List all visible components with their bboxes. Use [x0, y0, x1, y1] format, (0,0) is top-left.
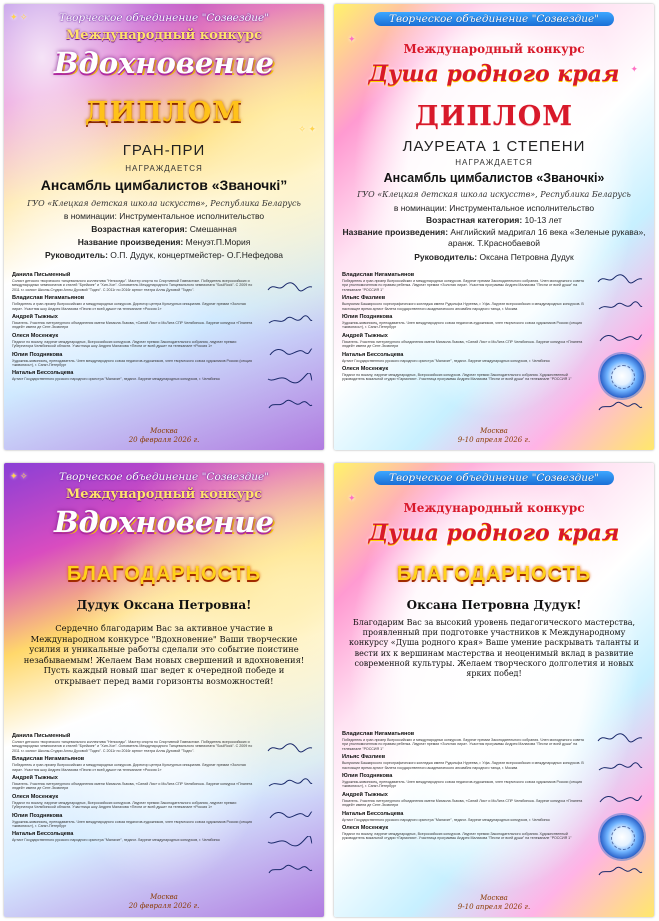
document-kind: БЛАГОДАРНОСТЬ — [396, 563, 592, 585]
jury-desc: Педагог по вокалу, лауреат международных, Всероссийских конкурсов. Лауреат премии Законодательного собрания, лауреат премии Губернатора Челябинской области. Участница шоу Андрея Малахова «Песни от всей души» на телеканале «Россия 1» — [12, 339, 237, 349]
jury-name: Андрей Тыжных — [342, 791, 388, 798]
organizer-title: Творческое объединение "Созвездие" — [374, 12, 614, 26]
jury-name: Юлия Позднякова — [342, 314, 393, 321]
signature-icon — [266, 314, 314, 326]
diploma-dusha-rodnogo-kraya — [334, 4, 654, 450]
signature-icon — [266, 863, 314, 875]
city: Москва — [150, 427, 178, 435]
contest-name: Вдохновение — [54, 46, 274, 80]
leader-line — [340, 252, 648, 263]
organizer-title: Творческое объединение "Созвездие" — [374, 471, 614, 485]
contest-name: Вдохновение — [54, 505, 274, 539]
jury-member — [342, 295, 584, 311]
document-kind: ДИПЛОМ — [84, 97, 244, 128]
signature-icon — [596, 731, 644, 743]
international-contest-label: Международный конкурс — [65, 487, 263, 502]
age-value: 10-13 лет — [524, 215, 562, 225]
jury-member — [12, 272, 254, 292]
jury-desc: Солист детского творческого танцевального коллектива "Непоседы". Мастер спорта по Спортивной Гимнастике. Победитель всероссийских и международных чемпионатов и стилей "Брейкинг" и "Хип-Хоп". Основатель Международного Танцевального чемпионата "SoulRock". С 2009 по 2011 г.г. солист Школы-Студии Аллы Духовой "Тодес". С 2011г по 2016г артист театра Аллы Духовой "Тодес". — [12, 279, 253, 292]
awarded-label: НАГРАЖДАЕТСЯ — [125, 164, 203, 173]
gratitude-text: Сердечно благодарим Вас за активное участие в Международном конкурсе "Вдохновение" Ваши творческие усилия и уникальные работы сделали это событие поистине незабываемым! Желаем Вам новых свершений и вдохновения! Пусть каждый новый шаг ведет к очередной победе и открывает перед вами горизонты возможностей! — [23, 623, 305, 686]
signature-icon — [266, 344, 314, 356]
seal-icon — [600, 354, 644, 398]
signature-icon — [266, 835, 314, 847]
piece-line — [340, 227, 648, 248]
jury-member — [12, 775, 254, 791]
jury-name: Наталья Бессольцева — [12, 370, 74, 377]
jury-member — [12, 756, 254, 772]
jury-member — [12, 794, 254, 810]
nomination-value: Инструментальное исполнительство — [449, 203, 595, 213]
signature-icon — [266, 372, 314, 384]
signature-icon — [596, 791, 644, 803]
signature-icon — [266, 741, 314, 753]
jury-desc: Художник-живописец, преподаватель. Член международного союза педагогов-художников, член творческого союза художников России (секция «живопись»), г. Санкт-Петербург — [342, 780, 582, 789]
jury-name: Олеся Мосенжук — [12, 332, 59, 339]
sparkle-icon: ✦ ✧ — [10, 471, 28, 481]
jury-member — [12, 314, 254, 330]
jury-name: Ильяс Фазлиев — [342, 754, 386, 761]
diploma-vdokhnovenie — [4, 4, 324, 450]
sparkle-icon: ✦ — [348, 34, 356, 44]
date: 9-10 апреля 2026 г. — [457, 436, 531, 444]
recipient-name: Дудук Оксана Петровна! — [76, 598, 252, 612]
recipient-name: Оксана Петровна Дудук! — [406, 598, 582, 612]
jury-desc: Писатель. Участник литературного объединения имени Михаила Львова, «Синий Лис» и МоЛита СПР Челябинска. Лауреат конкурса «Планета людей» имени де Сент-Экзюпери — [12, 321, 253, 330]
date: 20 февраля 2026 г. — [128, 902, 200, 910]
jury-member — [342, 333, 584, 349]
signature-icon — [596, 400, 644, 412]
jury-name: Наталья Бессольцева — [342, 810, 404, 817]
leader-line — [10, 250, 318, 261]
award-grade: ЛАУРЕАТА 1 СТЕПЕНИ — [402, 138, 586, 155]
jury-member — [342, 754, 584, 770]
jury-name: Владислав Нигаматьянов — [342, 272, 415, 278]
age-line — [340, 215, 648, 226]
leader-label: Руководитель: — [45, 250, 108, 260]
jury-desc: Победитель и гран-призер Всероссийских и международных конкурсов. Директор центра Культурных инициатив. Лауреат премии «Золотая лира». Участник шоу Андрея Малахова «Песни от всей души» на телеканале «Россия 1» — [12, 763, 246, 772]
signature-icon — [266, 777, 314, 789]
city: Москва — [480, 427, 508, 435]
jury-desc: Художник-живописец, преподаватель. Член международного союза педагогов-художников, член творческого союза художников России (секция «живопись»), г. Санкт-Петербург — [12, 358, 252, 368]
sparkle-icon: ✦ ✧ — [10, 12, 28, 22]
jury-list — [12, 272, 254, 385]
institution: ГУО «Клецкая детская школа искусств», Республика Беларусь — [357, 190, 631, 199]
jury-member — [342, 314, 584, 330]
jury-name: Данила Письменный — [12, 733, 71, 739]
signature-icon — [596, 330, 644, 342]
piece-value: Менуэт.П.Мория — [185, 237, 251, 247]
jury-desc: Артист Государственного русского народного оркестра "Малахит", педагог. Лауреат международных конкурсов, г. Челябинск — [12, 377, 220, 382]
gratitude-dusha-rodnogo-kraya — [334, 463, 654, 917]
city: Москва — [150, 893, 178, 901]
signature-icon — [266, 807, 314, 819]
jury-desc: Писатель. Участник литературного объединения имени Михаила Львова, «Синий Лис» и МоЛита СПР Челябинска. Лауреат конкурса «Планета людей» имени де Сент-Экзюпери — [342, 798, 583, 808]
international-contest-label: Международный конкурс — [65, 28, 263, 43]
jury-list — [342, 272, 584, 385]
jury-member — [342, 825, 584, 841]
nomination-value: Инструментальное исполнительство — [119, 211, 265, 221]
jury-desc: Артист Государственного русского народного оркестра "Малахит", педагог. Лауреат международных конкурсов, г. Челябинск — [342, 817, 550, 822]
date: 20 февраля 2026 г. — [128, 436, 200, 444]
awarded-label: НАГРАЖДАЕТСЯ — [455, 158, 533, 167]
jury-desc: Выпускник Башкирского хореографического колледжа имени Рудольфа Нуреева, г. Уфа. Лауреат всероссийских и международных конкурсов. В настоящее время артист балета государственного академического ансамбля народного танца, г. Москва — [342, 302, 584, 311]
jury-name: Наталья Бессольцева — [12, 831, 74, 838]
jury-name: Владислав Нигаматьянов — [342, 731, 415, 737]
jury-name: Андрей Тыжных — [12, 314, 58, 321]
gratitude-vdokhnovenie — [4, 463, 324, 917]
nomination-line — [340, 203, 648, 214]
leader-label: Руководитель: — [414, 252, 478, 262]
jury-desc: Выпускник Башкирского хореографического колледжа имени Рудольфа Нуреева, г. Уфа. Лауреат всероссийских и международных конкурсов. В настоящее время артист балета государственного академического ансамбля народного танца, г. Москва — [342, 761, 584, 770]
jury-member — [342, 352, 584, 363]
jury-desc: Педагог по вокалу, лауреат международных, Всероссийских конкурсов. Лауреат премии Законодательного собрания. Художественный руководитель вокальной студии «Гармония». Участница программы Андрея Малахова "Песни от всей души" на телеканале "РОССИЯ 1" — [342, 832, 572, 841]
organizer-title: Творческое объединение "Созвездие" — [58, 471, 270, 483]
age-label: Возрастная категория: — [426, 215, 523, 225]
international-contest-label: Международный конкурс — [403, 501, 585, 515]
piece-value: Английский мадригал 16 века «Зеленые рукава», аранж. Т.Краснобаевой — [448, 227, 646, 248]
contest-name: Душа родного края — [368, 520, 620, 546]
jury-name: Андрей Тыжных — [12, 775, 58, 782]
jury-member — [342, 792, 584, 808]
jury-member — [12, 733, 254, 753]
leader-value: Оксана Петровна Дудук — [479, 252, 574, 262]
ensemble-name: Ансамбль цимбалистов «Званочкі” — [40, 177, 288, 193]
document-kind: ДИПЛОМ — [414, 101, 574, 132]
institution: ГУО «Клецкая детская школа искусств», Республика Беларусь — [27, 199, 301, 208]
piece-label: Название произведения: — [342, 227, 449, 237]
signature-icon — [596, 761, 644, 773]
jury-name: Олеся Мосенжук — [342, 825, 389, 832]
jury-desc: Писатель. Участник литературного объединения имени Михаила Львова, «Синий Лис» и МоЛита СПР Челябинска. Лауреат конкурса «Планета людей» имени де Сент-Экзюпери — [12, 782, 253, 791]
sparkle-icon: ✧ ✦ — [298, 124, 316, 134]
piece-label: Название произведения: — [77, 237, 184, 247]
jury-desc: Солист детского творческого танцевального коллектива "Непоседы". Мастер спорта по Спортивной Гимнастике. Победитель всероссийских и международных чемпионатов и стилей "Брейкинг" и "Хип-Хоп". Основатель Международного Танцевального чемпионата "SoulRock". С 2009 по 2011 г.г. солист Школы-Студии Аллы Духовой "Тодес". С 2011г по 2016г артист театра Аллы Духовой "Тодес". — [12, 740, 253, 753]
jury-desc: Художник-живописец, преподаватель. Член международного союза педагогов-художников, член творческого союза художников России (секция «живопись»), г. Санкт-Петербург — [12, 819, 252, 829]
jury-desc: Педагог по вокалу, лауреат международных, Всероссийских конкурсов. Лауреат премии Законодательного собрания, лауреат премии Губернатора Челябинской области. Участница шоу Андрея Малахова «Песни от всей души» на телеканале «Россия 1» — [12, 800, 237, 810]
jury-name: Андрей Тыжных — [342, 332, 388, 339]
jury-member — [12, 370, 254, 381]
jury-list — [12, 733, 254, 846]
jury-desc: Артист Государственного русского народного оркестра "Малахит", педагог. Лауреат международных конкурсов, г. Челябинск — [342, 358, 550, 363]
signature-icon — [596, 300, 644, 312]
seal-icon — [600, 815, 644, 859]
jury-desc: Победитель и гран-призер Всероссийских и международных конкурсов. Лауреат премии Законодательного собрания. Член молодежного совета при уполномоченном по правам ребенка. Лауреат премии «Золотая лира». Участник программы Андрея Малахова "Песни от всей души" на телеканале "РОССИЯ 1" — [342, 279, 584, 292]
international-contest-label: Международный конкурс — [403, 42, 585, 56]
jury-list — [342, 731, 584, 844]
signature-icon — [596, 865, 644, 877]
jury-member — [342, 366, 584, 382]
ensemble-name: Ансамбль цимбалистов «Званочкі» — [383, 171, 605, 185]
nomination-label: в номинации: — [63, 211, 117, 221]
jury-name: Владислав Нигаматьянов — [12, 295, 85, 302]
signature-icon — [596, 272, 644, 284]
jury-name: Юлия Позднякова — [12, 812, 63, 819]
piece-line — [10, 237, 318, 248]
jury-name: Олеся Мосенжук — [342, 366, 389, 373]
signature-icon — [266, 280, 314, 292]
jury-desc: Победитель и гран-призер Всероссийских и международных конкурсов. Лауреат премии Законодательного собрания. Член молодежного совета при уполномоченном по правам ребенка. Лауреат премии «Золотая лира». Участник программы Андрея Малахова "Песни от всей души" на телеканале "РОССИЯ 1" — [342, 738, 584, 751]
jury-name: Олеся Мосенжук — [12, 793, 59, 800]
jury-member — [12, 352, 254, 368]
award-grade: ГРАН-ПРИ — [122, 142, 206, 159]
jury-member — [12, 813, 254, 829]
jury-name: Наталья Бессольцева — [342, 351, 404, 358]
jury-name: Юлия Позднякова — [12, 351, 63, 358]
jury-desc: Педагог по вокалу, лауреат международных, Всероссийских конкурсов. Лауреат премии Законодательного собрания. Художественный руководитель вокальной студии «Гармония». Участница программы Андрея Малахова "Песни от всей души" на телеканале "РОССИЯ 1" — [342, 373, 572, 382]
age-line — [10, 224, 318, 235]
jury-name: Данила Письменный — [12, 272, 71, 278]
age-label: Возрастная категория: — [91, 224, 188, 234]
jury-member — [342, 773, 584, 789]
jury-name: Ильяс Фазлиев — [342, 295, 386, 302]
gratitude-text: Благодарим Вас за высокий уровень педагогического мастерства, проявленный при подготовке участников к Международному конкурсу «Душа родного края» Ваше умение раскрывать таланты и вести их к вершинам мастерства и неоценимый вклад в развитие современной культуры. Желаем творческого долголетия и новых ярких побед! — [349, 618, 639, 679]
jury-desc: Артист Государственного русского народного оркестра "Малахит", педагог. Лауреат международных конкурсов, г. Челябинск — [12, 838, 220, 843]
age-value: Смешанная — [189, 224, 237, 234]
jury-desc: Писатель. Участник литературного объединения имени Михаила Львова, «Синий Лис» и МоЛита СПР Челябинска. Лауреат конкурса «Планета людей» имени де Сент-Экзюпери — [342, 339, 583, 349]
nomination-label: в номинации: — [393, 203, 447, 213]
jury-member — [12, 295, 254, 311]
jury-desc: Победитель и гран-призер Всероссийских и международных конкурсов. Директор центра Культурных инициатив. Лауреат премии «Золотая лира». Участник шоу Андрея Малахова «Песни от всей души» на телеканале «Россия 1» — [12, 302, 246, 311]
jury-member — [12, 831, 254, 842]
leader-value: О.П. Дудук, концертмейстер- О.Г.Нефедова — [110, 250, 283, 260]
organizer-title: Творческое объединение "Созвездие" — [58, 12, 270, 24]
jury-desc: Художник-живописец, преподаватель. Член международного союза педагогов-художников, член творческого союза художников России (секция «живопись»), г. Санкт-Петербург — [342, 321, 582, 330]
jury-member — [342, 272, 584, 292]
jury-name: Юлия Позднякова — [342, 773, 393, 780]
sparkle-icon: ✦ — [630, 64, 638, 74]
jury-member — [342, 811, 584, 822]
contest-name: Душа родного края — [368, 61, 620, 87]
jury-member — [12, 333, 254, 349]
document-kind: БЛАГОДАРНОСТЬ — [66, 563, 262, 585]
jury-name: Владислав Нигаматьянов — [12, 756, 85, 763]
jury-member — [342, 731, 584, 751]
city: Москва — [480, 894, 508, 902]
date: 9-10 апреля 2026 г. — [457, 903, 531, 911]
nomination-line — [10, 211, 318, 222]
signature-icon — [266, 398, 314, 410]
sparkle-icon: ✦ — [348, 493, 356, 503]
